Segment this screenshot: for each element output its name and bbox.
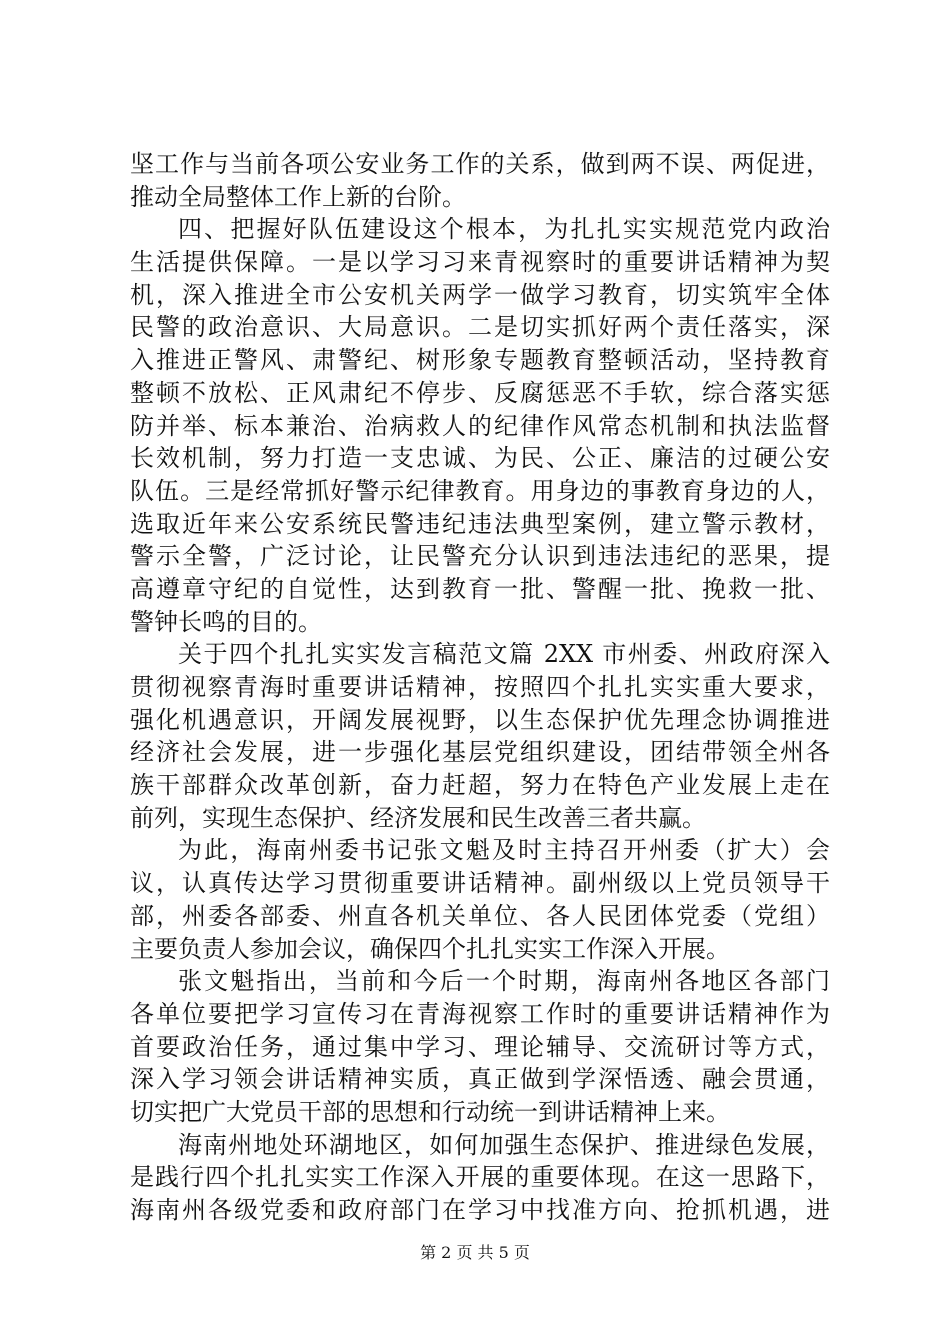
page-footer: 第 2 页 共 5 页 — [420, 1243, 530, 1262]
text-line: 选取近年来公安系统民警违纪违法典型案例，建立警示教材， — [130, 509, 830, 538]
text-line: 首要政治任务，通过集中学习、理论辅导、交流研讨等方式， — [130, 1032, 830, 1061]
text-line: 四、把握好队伍建设这个根本，为扎扎实实规范党内政治 — [178, 215, 830, 244]
text-line: 推动全局整体工作上新的台阶。 — [130, 182, 466, 211]
text-line: 议，认真传达学习贯彻重要讲话精神。副州级以上党员领导干 — [130, 869, 830, 898]
text-line: 高遵章守纪的自觉性，达到教育一批、警醒一批、挽救一批、 — [130, 574, 830, 603]
text-line: 部，州委各部委、州直各机关单位、各人民团体党委（党组） — [130, 901, 830, 930]
text-line: 深入学习领会讲话精神实质，真正做到学深悟透、融会贯通， — [130, 1065, 830, 1094]
text-line: 强化机遇意识，开阔发展视野，以生态保护优先理念协调推进 — [130, 705, 830, 734]
text-line: 整顿不放松、正风肃纪不停步、反腐惩恶不手软，综合落实惩 — [130, 378, 830, 407]
text-line: 各单位要把学习宣传习在青海视察工作时的重要讲话精神作为 — [130, 999, 830, 1028]
text-line: 是践行四个扎扎实实工作深入开展的重要体现。在这一思路下， — [130, 1163, 830, 1192]
text-line: 长效机制，努力打造一支忠诚、为民、公正、廉洁的过硬公安 — [130, 444, 830, 473]
text-line: 民警的政治意识、大局意识。二是切实抓好两个责任落实，深 — [130, 313, 830, 342]
text-line: 坚工作与当前各项公安业务工作的关系，做到两不误、两促进， — [130, 150, 830, 178]
text-line: 机，深入推进全市公安机关两学一做学习教育，切实筑牢全体 — [130, 280, 830, 309]
text-line: 贯彻视察青海时重要讲话精神，按照四个扎扎实实重大要求， — [130, 673, 830, 701]
text-line: 主要负责人参加会议，确保四个扎扎实实工作深入开展。 — [130, 934, 730, 963]
text-line: 切实把广大党员干部的思想和行动统一到讲话精神上来。 — [130, 1097, 730, 1126]
text-line: 关于四个扎扎实实发言稿范文篇 2XX 市州委、州政府深入 — [178, 640, 830, 669]
text-line: 队伍。三是经常抓好警示纪律教育。用身边的事教育身边的人， — [130, 476, 830, 505]
document-body — [130, 148, 830, 1227]
text-line: 防并举、标本兼治、治病救人的纪律作风常态机制和执法监督 — [130, 411, 830, 440]
text-line: 张文魁指出，当前和今后一个时期，海南州各地区各部门 — [178, 967, 830, 996]
text-line: 为此，海南州委书记张文魁及时主持召开州委（扩大）会 — [178, 836, 830, 865]
text-line: 经济社会发展，进一步强化基层党组织建设，团结带领全州各 — [130, 738, 830, 767]
text-line: 生活提供保障。一是以学习习来青视察时的重要讲话精神为契 — [130, 248, 830, 277]
text-line: 前列，实现生态保护、经济发展和民生改善三者共赢。 — [130, 803, 706, 832]
text-line: 海南州地处环湖地区，如何加强生态保护、推进绿色发展， — [178, 1130, 830, 1159]
text-line: 海南州各级党委和政府部门在学习中找准方向、抢抓机遇，进 — [130, 1196, 830, 1224]
text-line: 警示全警，广泛讨论，让民警充分认识到违法违纪的恶果，提 — [130, 542, 830, 571]
text-line: 警钟长鸣的目的。 — [130, 607, 322, 636]
text-line: 入推进正警风、肃警纪、树形象专题教育整顿活动，坚持教育 — [130, 346, 830, 375]
text-line: 族干部群众改革创新，奋力赶超，努力在特色产业发展上走在 — [130, 771, 830, 800]
